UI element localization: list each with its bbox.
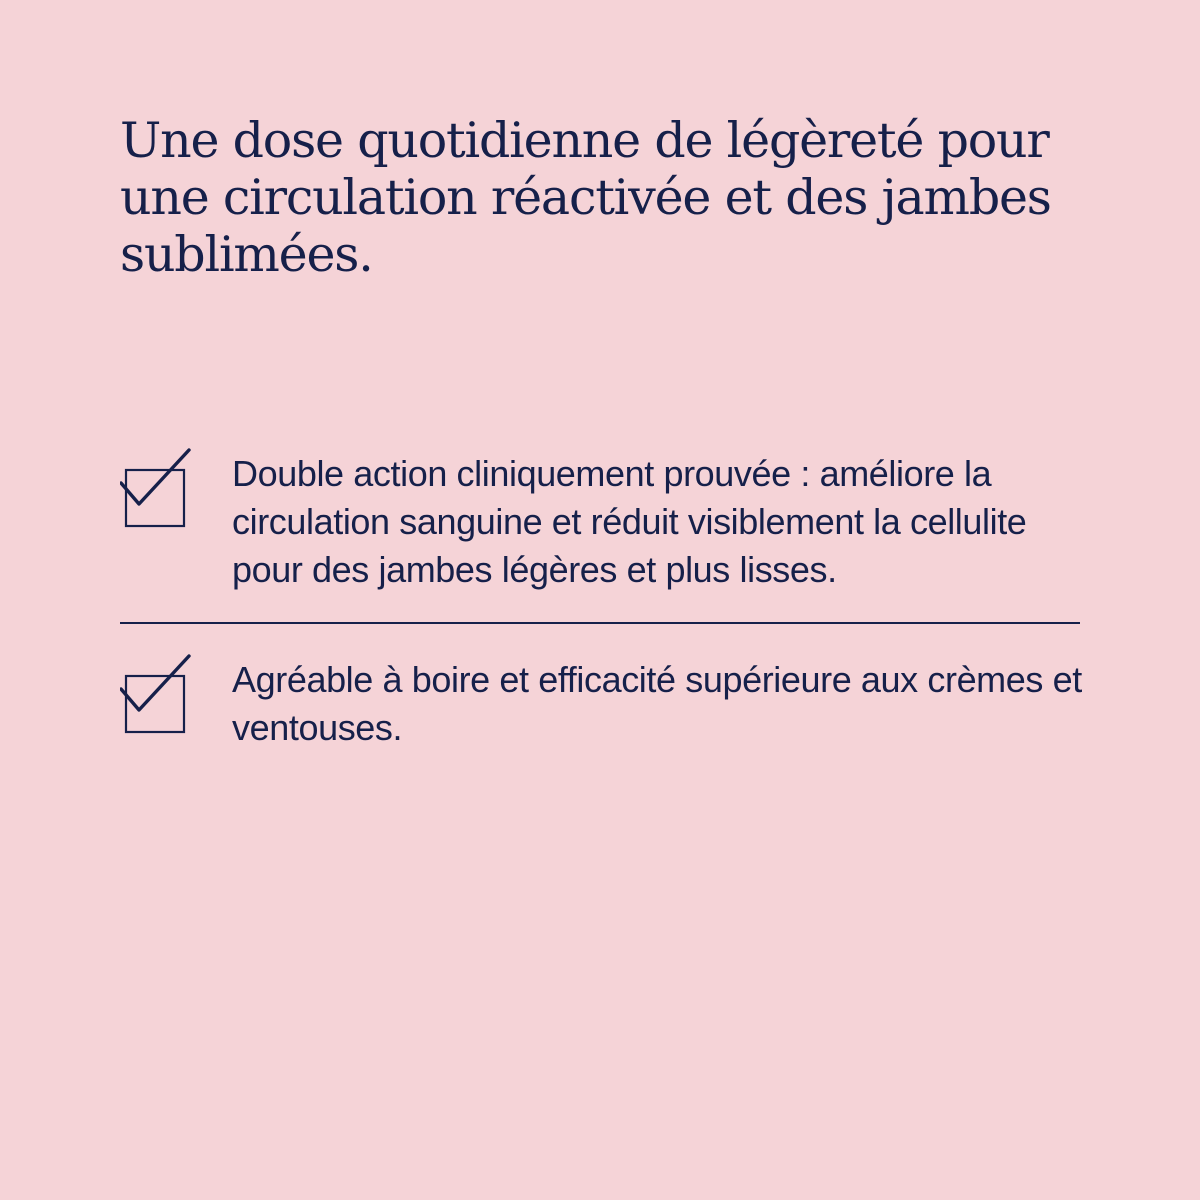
- checkbox-checked-icon: [120, 652, 192, 736]
- headline: Une dose quotidienne de légèreté pour une circulation réactivée et des jambes sublimées.: [120, 112, 1051, 283]
- benefit-text: Agréable à boire et efficacité supérieure aux crèmes et ventouses.: [232, 659, 1082, 748]
- benefit-text: Double action cliniquement prouvée : améliore la circulation sanguine et réduit visiblement la cellulite pour des jambes légères et plus lisses.: [232, 453, 1027, 590]
- divider: [120, 622, 1080, 624]
- checkbox-checked-icon: [120, 446, 192, 530]
